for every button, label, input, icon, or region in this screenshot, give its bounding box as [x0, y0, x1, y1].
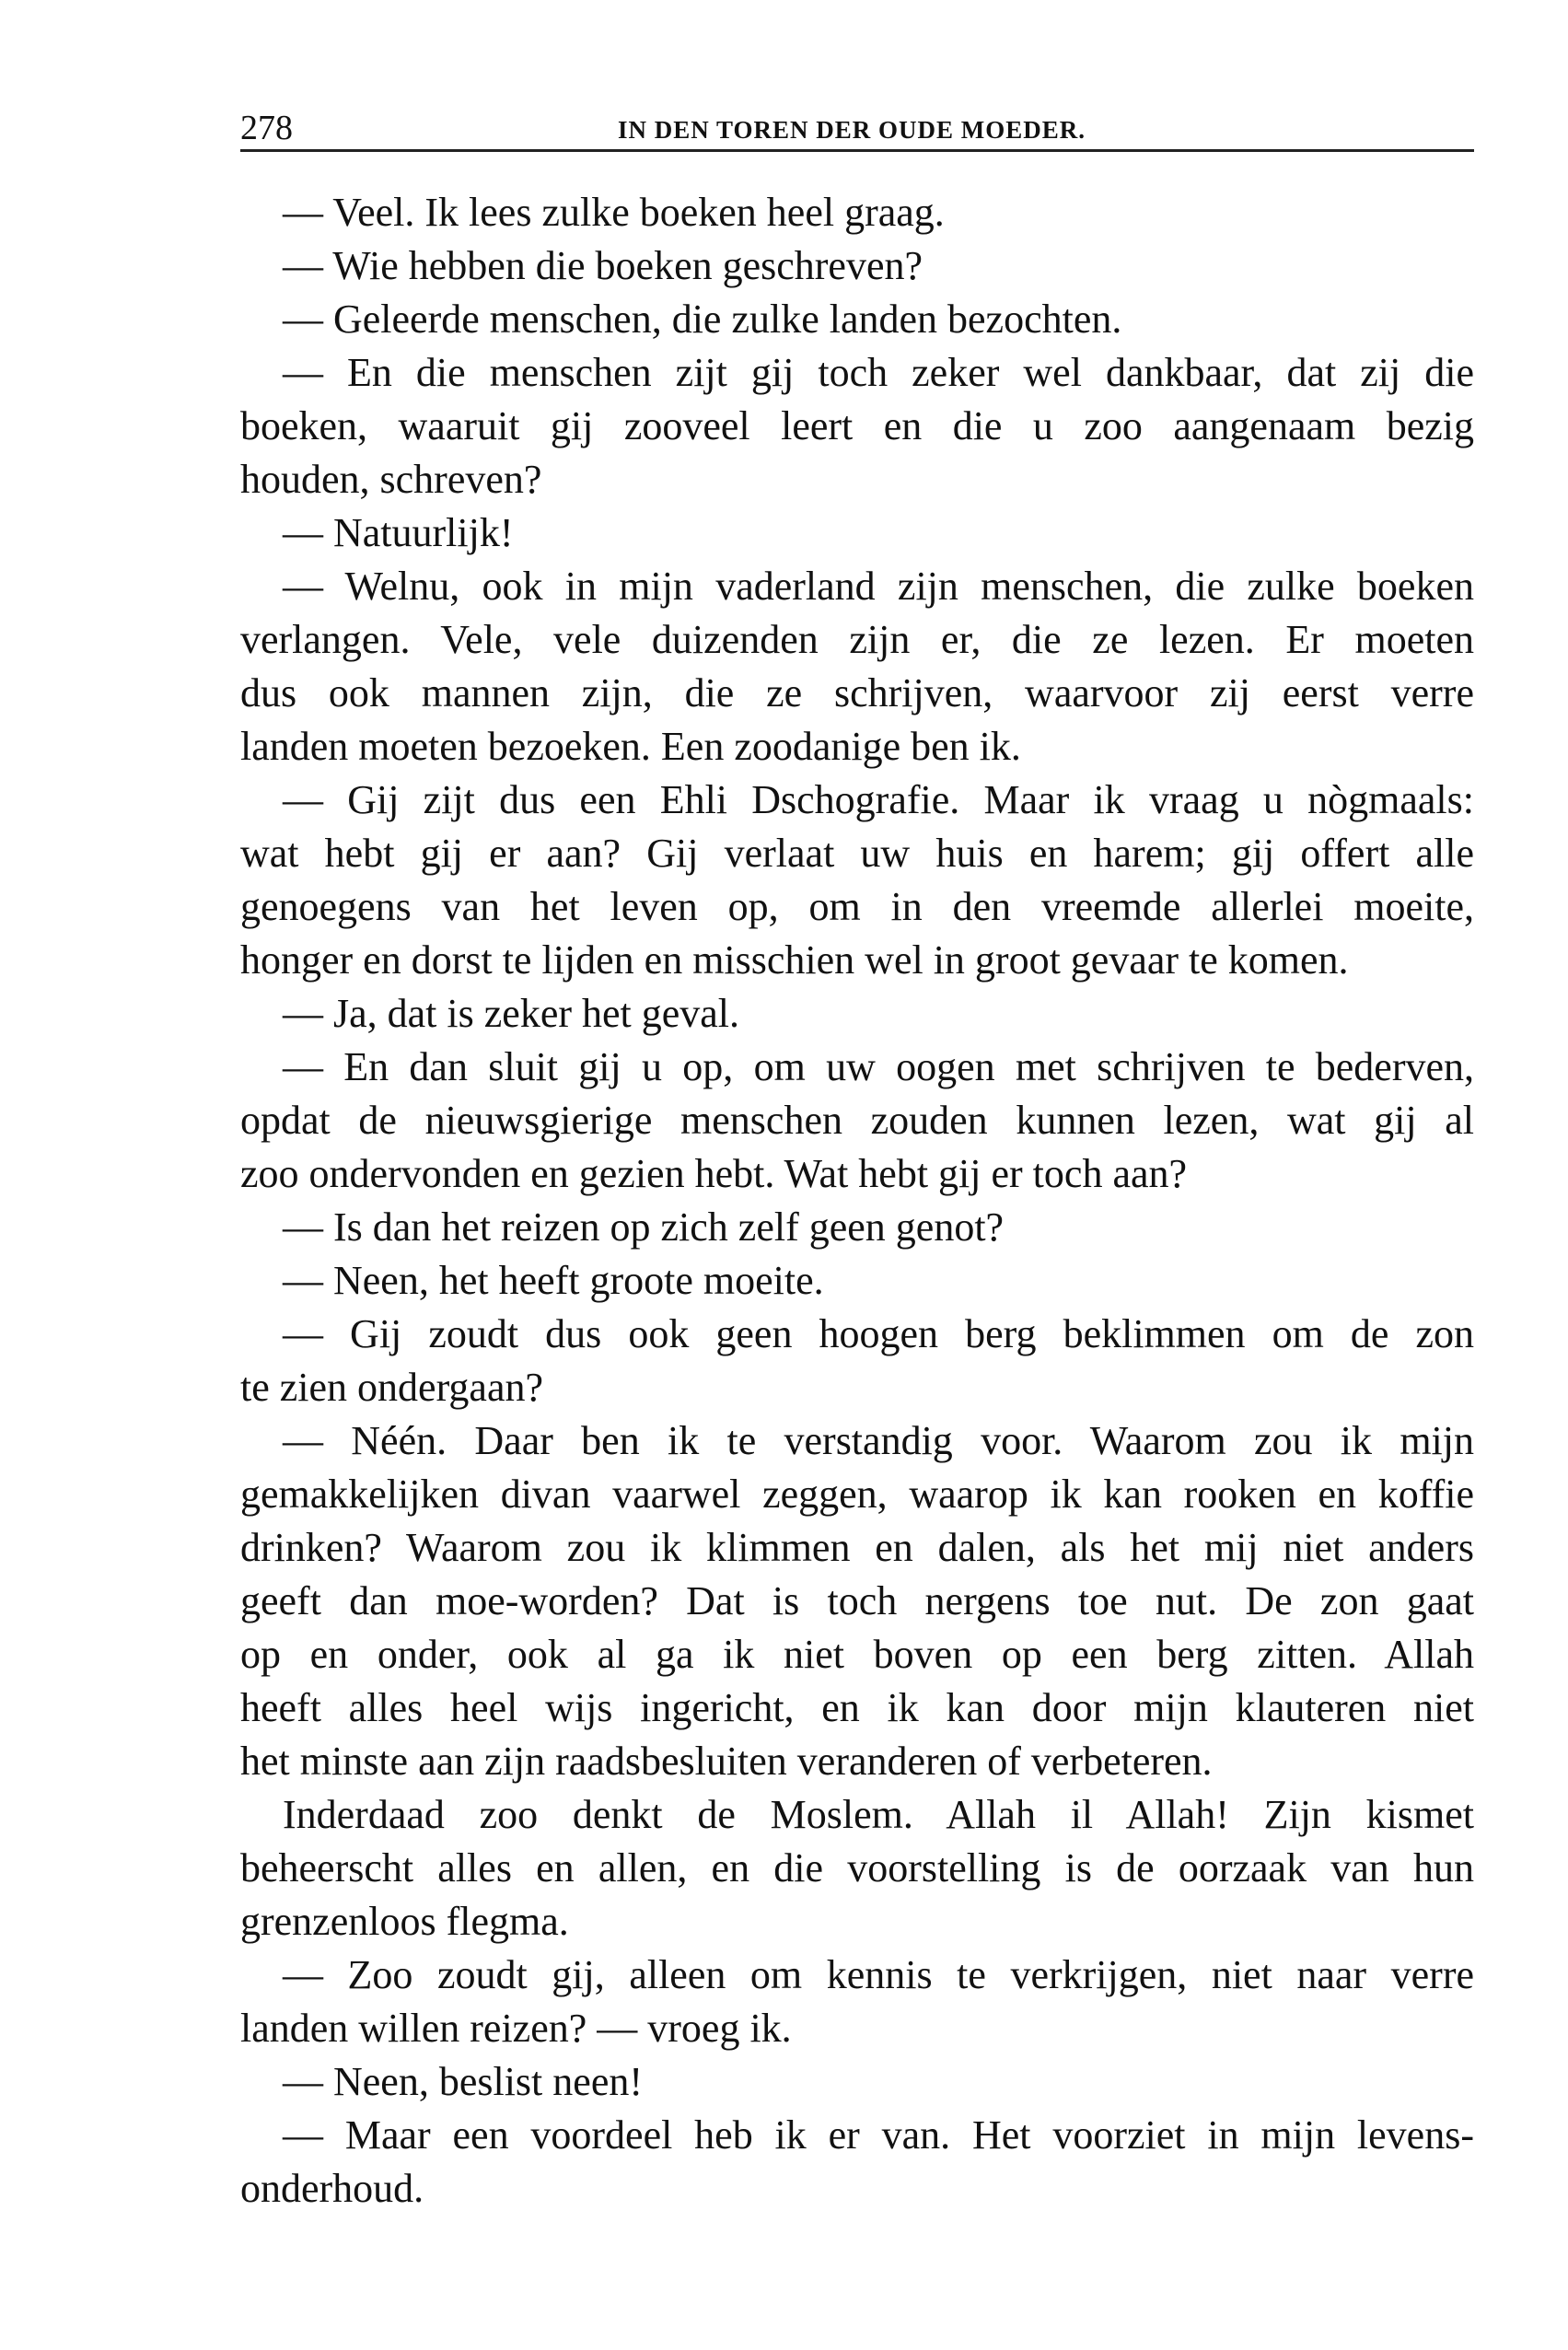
text-line: honger en dorst te lijden en misschien wel in groot gevaar te komen. [240, 937, 1349, 983]
text-line: — Gij zijt dus een Ehli Dschografie. Maar ik vraag u nògmaals: [283, 777, 1474, 822]
text-line: — Maar een voordeel heb ik er van. Het voorziet in mijn levens- [283, 2112, 1474, 2158]
page-number: 278 [240, 109, 293, 147]
text-line: gemakkelijken divan vaarwel zeggen, waarop ik kan rooken en koffie [240, 1472, 1474, 1517]
text-line: drinken? Waarom zou ik klimmen en dalen, als het mij niet anders [240, 1525, 1474, 1570]
text-line: beheerscht alles en allen, en die voorstelling is de oorzaak van hun [240, 1845, 1474, 1890]
header-rule [240, 149, 1474, 152]
text-line: heeft alles heel wijs ingericht, en ik kan door mijn klauteren niet [240, 1685, 1474, 1730]
text-line: — Is dan het reizen op zich zelf geen genot? [283, 1204, 1005, 1250]
text-line: — Geleerde menschen, die zulke landen bezochten. [283, 297, 1122, 342]
text-line: grenzenloos flegma. [240, 1899, 569, 1944]
text-line: zoo ondervonden en gezien hebt. Wat hebt gij er toch aan? [240, 1151, 1188, 1196]
text-line: genoegens van het leven op, om in den vreemde allerlei moeite, [240, 884, 1474, 929]
text-line: wat hebt gij er aan? Gij verlaat uw huis en harem; gij offert alle [240, 831, 1474, 876]
text-line: geeft dan moe-worden? Dat is toch nergens toe nut. De zon gaat [240, 1578, 1474, 1623]
running-head: IN DEN TOREN DER OUDE MOEDER. [617, 116, 1086, 144]
text-line: verlangen. Vele, vele duizenden zijn er, die ze lezen. Er moeten [240, 617, 1474, 662]
text-line: houden, schreven? [240, 457, 542, 502]
text-line: te zien ondergaan? [240, 1365, 544, 1410]
text-line: boeken, waaruit gij zooveel leert en die u zoo aangenaam bezig [240, 403, 1474, 448]
text-line: onderhoud. [240, 2166, 424, 2211]
text-line: — En die menschen zijt gij toch zeker wel dankbaar, dat zij die [283, 350, 1474, 395]
text-line: opdat de nieuwsgierige menschen zouden kunnen lezen, wat gij al [240, 1098, 1474, 1143]
text-line: — Neen, beslist neen! [283, 2059, 643, 2104]
text-line: — Gij zoudt dus ook geen hoogen berg beklimmen om de zon [283, 1311, 1474, 1356]
text-line: — Welnu, ook in mijn vaderland zijn menschen, die zulke boeken [283, 564, 1474, 609]
text-line: — Ja, dat is zeker het geval. [283, 991, 740, 1036]
text-line: landen willen reizen? — vroeg ik. [240, 2006, 792, 2051]
text-line: — Veel. Ik lees zulke boeken heel graag. [283, 190, 945, 235]
text-line: — Zoo zoudt gij, alleen om kennis te verkrijgen, niet naar verre [283, 1952, 1474, 1997]
text-line: landen moeten bezoeken. Een zoodanige ben ik. [240, 724, 1021, 769]
text-line: het minste aan zijn raadsbesluiten veranderen of verbeteren. [240, 1739, 1213, 1784]
text-line: — Natuurlijk! [283, 510, 514, 555]
text-line: — Néén. Daar ben ik te verstandig voor. Waarom zou ik mijn [283, 1418, 1474, 1463]
text-line: — Neen, het heeft groote moeite. [283, 1258, 824, 1303]
body-text [240, 186, 1474, 2216]
text-line: dus ook mannen zijn, die ze schrijven, waarvoor zij eerst verre [240, 670, 1474, 715]
text-line: op en onder, ook al ga ik niet boven op een berg zitten. Allah [240, 1632, 1474, 1677]
text-line: — En dan sluit gij u op, om uw oogen met schrijven te bederven, [283, 1044, 1474, 1089]
text-line: Inderdaad zoo denkt de Moslem. Allah il Allah! Zijn kismet [283, 1792, 1474, 1837]
text-line: — Wie hebben die boeken geschreven? [283, 243, 923, 288]
